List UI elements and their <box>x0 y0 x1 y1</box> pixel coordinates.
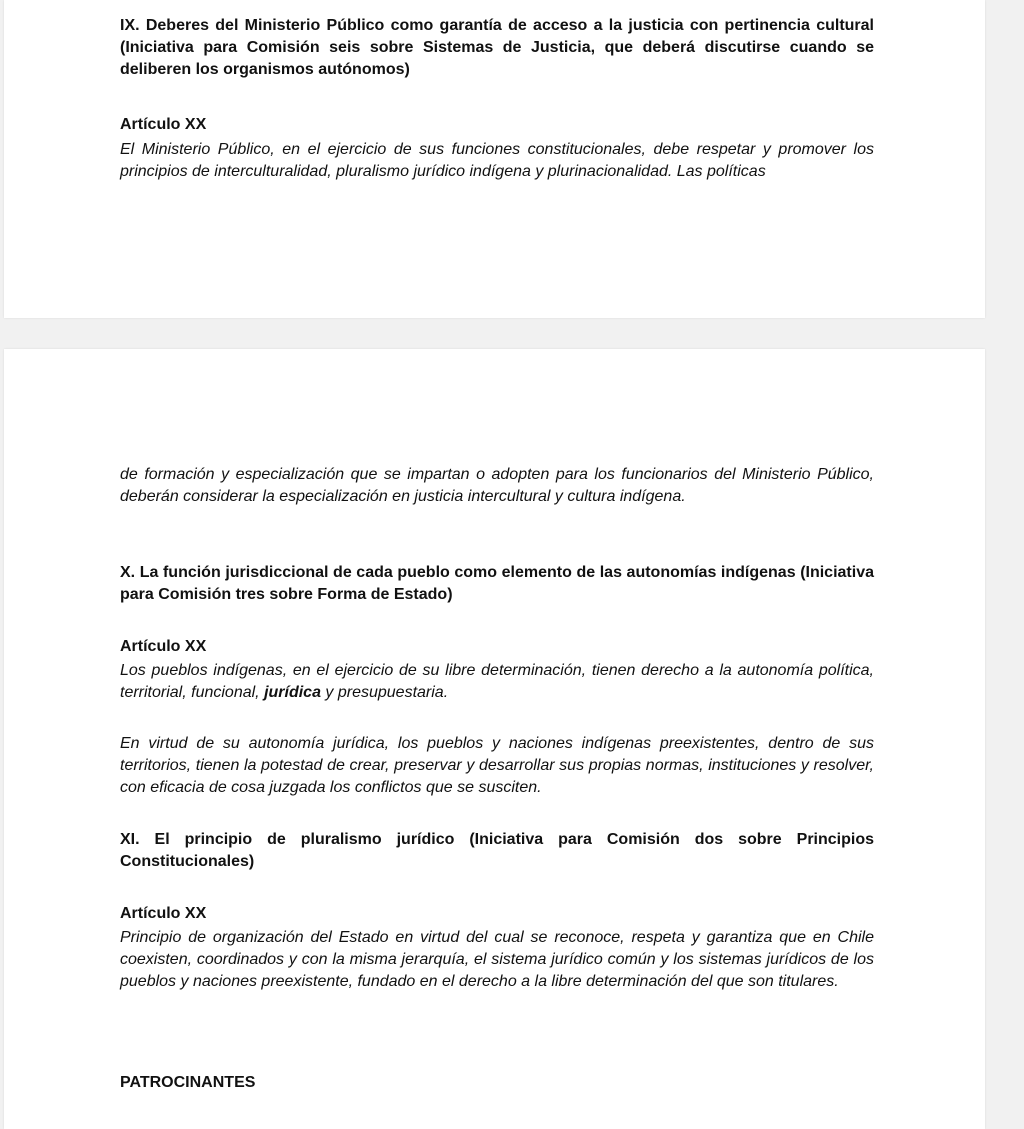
section-ix-article-text: El Ministerio Público, en el ejercicio de sus funciones constitucionales, debe respetar y promover los principios de interculturalidad, pluralismo jurídico indígena y plurinacionalidad. Las políticas <box>120 141 874 180</box>
section-x-heading: X. La función jurisdiccional de cada pueblo como elemento de las autonomías indígenas (Iniciativa para Comisión tres sobre Forma de Estado) <box>120 564 874 603</box>
document-page-2 <box>4 349 985 1129</box>
section-ix-article-label: Artículo XX <box>120 116 207 133</box>
section-x-paragraph-1-emphasis: jurídica <box>264 684 321 701</box>
section-xi-article-label: Artículo XX <box>120 905 207 922</box>
section-xi-text: Principio de organización del Estado en virtud del cual se reconoce, respeta y garantiza que en Chile coexisten, coordinados y con la misma jerarquía, el sistema jurídico común y los sistemas jurídicos de los pueblos y naciones preexistente, fundado en el derecho a la libre determinación del que son titulares. <box>120 929 874 990</box>
document-page-1 <box>4 0 985 318</box>
section-x-paragraph-2: En virtud de su autonomía jurídica, los pueblos y naciones indígenas preexistentes, dentro de sus territorios, tienen la potestad de crear, preservar y desarrollar sus propias normas, instituciones y resolver, con eficacia de cosa juzgada los conflictos que se susciten. <box>120 735 874 796</box>
section-ix-continuation-text: de formación y especialización que se impartan o adopten para los funcionarios del Ministerio Público, deberán considerar la especialización en justicia intercultural y cultura indígena. <box>120 466 874 505</box>
patrocinantes-label: PATROCINANTES <box>120 1074 256 1091</box>
section-xi-heading: XI. El principio de pluralismo jurídico (Iniciativa para Comisión dos sobre Principios Constitucionales) <box>120 831 874 870</box>
section-x-article-label: Artículo XX <box>120 638 207 655</box>
section-x-paragraph-1 <box>120 660 874 704</box>
section-x-paragraph-1-end: y presupuestaria. <box>320 684 449 701</box>
section-ix-heading: IX. Deberes del Ministerio Público como garantía de acceso a la justicia con pertinencia cultural (Iniciativa para Comisión seis sobre Sistemas de Justicia, que deberá discutirse cuando se deliberen los organismos autónomos) <box>120 17 874 78</box>
section-x-paragraph-1-start: Los pueblos indígenas, en el ejercicio de su libre determinación, tienen derecho a la autonomía política, territorial, funcional, <box>120 662 874 701</box>
